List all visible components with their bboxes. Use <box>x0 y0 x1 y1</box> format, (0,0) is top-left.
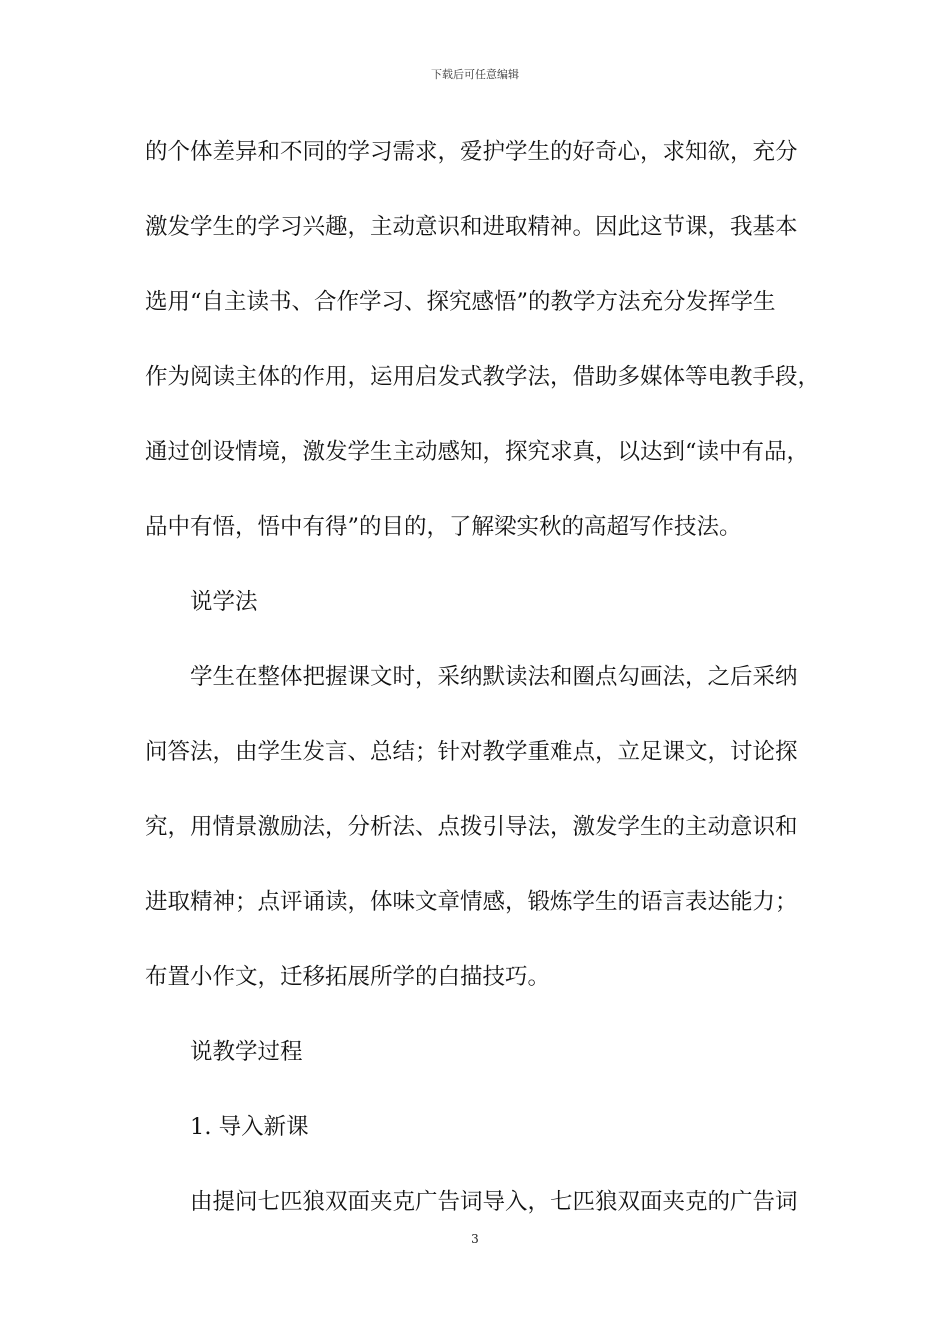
paragraph-line: 品中有悟，悟中有得”的目的，了解梁实秋的高超写作技法。 <box>145 514 742 540</box>
paragraph-line: 由提问七匹狼双面夹克广告词导入，七匹狼双面夹克的广告词 <box>190 1189 798 1215</box>
section-heading: 说教学过程 <box>190 1039 303 1065</box>
subsection-heading: 1. 导入新课 <box>190 1114 309 1140</box>
paragraph-line: 激发学生的学习兴趣，主动意识和进取精神。因此这节课，我基本 <box>145 214 798 240</box>
paragraph-line: 的个体差异和不同的学习需求，爱护学生的好奇心，求知欲，充分 <box>145 139 798 165</box>
paragraph-line: 进取精神；点评诵读，体味文章情感，锻炼学生的语言表达能力； <box>145 889 798 915</box>
paragraph-line: 问答法，由学生发言、总结；针对教学重难点，立足课文，讨论探 <box>145 739 798 765</box>
section-heading: 说学法 <box>190 589 258 615</box>
paragraph-line: 选用“自主读书、合作学习、探究感悟”的教学方法充分发挥学生 <box>145 289 776 315</box>
paragraph-line: 作为阅读主体的作用，运用启发式教学法，借助多媒体等电教手段， <box>145 364 821 390</box>
page-number: 3 <box>471 1232 479 1246</box>
header-note: 下载后可任意编辑 <box>431 68 519 81</box>
paragraph-line: 学生在整体把握课文时，采纳默读法和圈点勾画法，之后采纳 <box>190 664 798 690</box>
paragraph-line: 通过创设情境，激发学生主动感知，探究求真，以达到“读中有品， <box>145 439 810 465</box>
paragraph-line: 布置小作文，迁移拓展所学的白描技巧。 <box>145 964 551 990</box>
paragraph-line: 究，用情景激励法，分析法、点拨引导法，激发学生的主动意识和 <box>145 814 798 840</box>
